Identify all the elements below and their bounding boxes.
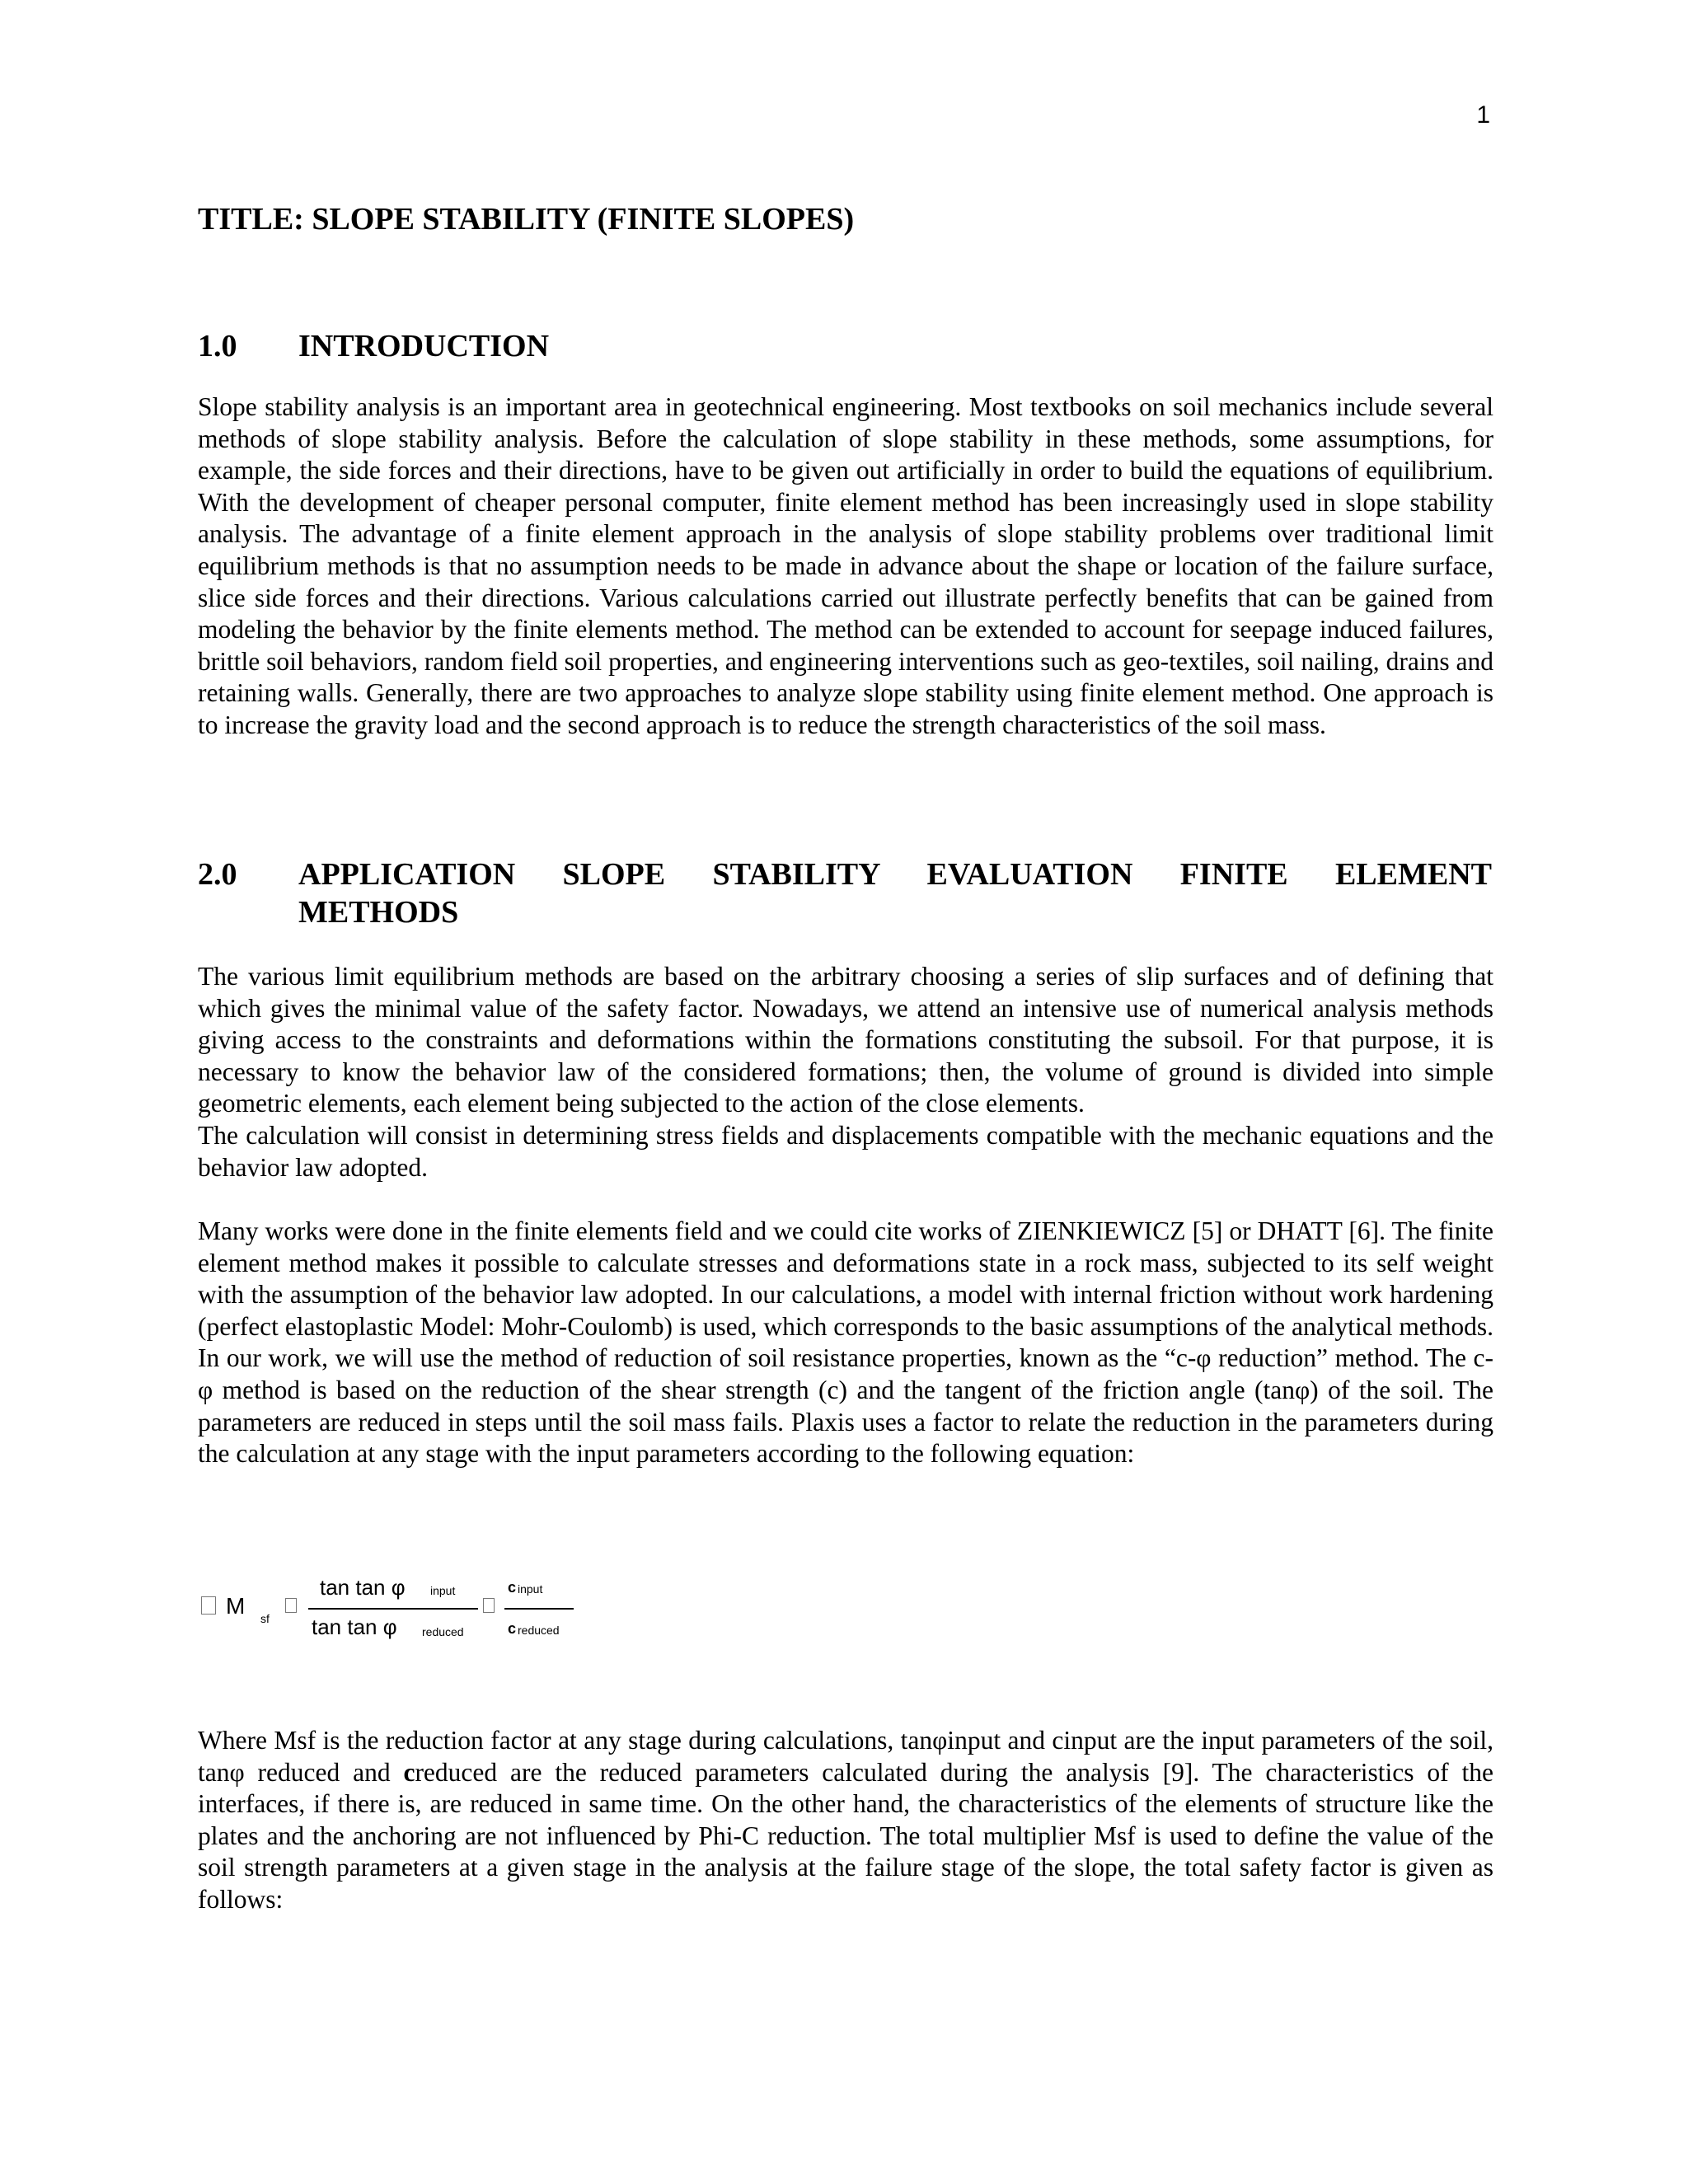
section-2-title bbox=[298, 855, 1492, 931]
equation-lhs-subscript: sf bbox=[260, 1612, 270, 1625]
equation-numerator-2-subscript: input bbox=[518, 1582, 543, 1596]
section-1-number: 1.0 bbox=[198, 329, 237, 363]
missing-glyph-box bbox=[201, 1596, 216, 1615]
section-2-paragraph-1: The various limit equilibrium methods are based on the arbitrary choosing a series of slip surfaces and of defining that which gives the minimal value of the safety factor. Nowadays, we attend an intensive use of numerical analysis methods giving access to the constraints and deformations within the formations constituting the subsoil. For that purpose, it is necessary to know the behavior law of the considered formations; then, the volume of ground is divided into simple geometric elements, each element being subjected to the action of the close elements. bbox=[198, 962, 1493, 1118]
equation-denominator-2-subscript: reduced bbox=[518, 1624, 560, 1637]
paragraph-4-bold-c: c bbox=[403, 1757, 415, 1787]
paragraph-4-text-end: reduced are the reduced parameters calculated during the analysis [9]. The characteristics of the interfaces, if there is, are reduced in same time. On the other hand, the characteristics of the elements of structure like the plates and the anchoring are not influenced by Phi-C reduction. The total multiplier Msf is used to define the value of the soil strength parameters at a given stage in the analysis at the failure stage of the slope, the total safety factor is given as follows: bbox=[198, 1757, 1493, 1914]
missing-glyph-box bbox=[483, 1598, 495, 1613]
section-1-paragraph: Slope stability analysis is an important area in geotechnical engineering. Most textbooks on soil mechanics include several methods of slope stability analysis. Before the calculation of slope stability in these methods, some assumptions, for example, the side forces and their directions, have to be given out artificially in order to build the equations of equilibrium. With the development of cheaper personal computer, finite element method has been increasingly used in slope stability analysis. The advantage of a finite element approach in the analysis of slope stability problems over traditional limit equilibrium methods is that no assumption needs to be made in advance about the shape or location of the failure surface, slice side forces and their directions. Various calculations carried out illustrate perfectly benefits that can be gained from modeling the behavior by the finite elements method. The method can be extended to account for seepage induced failures, brittle soil behaviors, random field soil properties, and engineering interventions such as geo-textiles, soil nailing, drains and retaining walls. Generally, there are two approaches to analyze slope stability using finite element method. One approach is to increase the gravity load and the second approach is to reduce the strength characteristics of the soil mass. bbox=[198, 392, 1493, 739]
section-1-title: INTRODUCTION bbox=[298, 329, 550, 363]
section-2-title-line-2: METHODS bbox=[298, 895, 459, 930]
equation-denominator-2: c bbox=[508, 1620, 517, 1637]
section-2-paragraph-4 bbox=[198, 1725, 1493, 1916]
section-2-title-line-1: APPLICATION SLOPE STABILITY EVALUATION FINITE ELEMENT bbox=[298, 857, 1492, 892]
section-1-heading bbox=[198, 327, 1492, 365]
equation-numerator-1-subscript: input bbox=[430, 1584, 456, 1597]
safety-factor-equation bbox=[198, 1570, 585, 1652]
fraction-bar-1 bbox=[308, 1608, 478, 1610]
page-number: 1 bbox=[1476, 101, 1490, 129]
paragraph-4-text-start: Where Msf is the reduction factor at any stage during calculations, tanφinput and cinput are the input parameters of the soil, tanφ reduced and bbox=[198, 1726, 1493, 1787]
section-2-paragraph-3: Many works were done in the finite elements field and we could cite works of ZIENKIEWICZ [5] or DHATT [6]. The finite element method makes it possible to calculate stresses and deformations state in a rock mass, subjected to its self weight with the assumption of the behavior law adopted. In our calculations, a model with internal friction without work hardening (perfect elastoplastic Model: Mohr-Coulomb) is used, which corresponds to the basic assumptions of the analytical methods. In our work, we will use the method of reduction of soil resistance properties, known as the “c-φ reduction” method. The c-φ method is based on the reduction of the shear strength (c) and the tangent of the friction angle (tanφ) of the soil. The parameters are reduced in steps until the soil mass fails. Plaxis uses a factor to relate the reduction in the parameters during the calculation at any stage with the input parameters according to the following equation: bbox=[198, 1216, 1493, 1469]
section-2-paragraph-2: The calculation will consist in determining stress fields and displacements compatible with the mechanic equations and the behavior law adopted. bbox=[198, 1121, 1493, 1182]
document-title: TITLE: SLOPE STABILITY (FINITE SLOPES) bbox=[198, 202, 855, 237]
section-2-heading bbox=[198, 855, 1492, 931]
missing-glyph-box bbox=[285, 1598, 297, 1613]
equation-denominator-1-subscript: reduced bbox=[422, 1625, 464, 1638]
section-2-number: 2.0 bbox=[198, 857, 237, 892]
fraction-bar-2 bbox=[504, 1608, 574, 1610]
equation-numerator-1: tan tan φ bbox=[320, 1575, 406, 1600]
equation-numerator-2: c bbox=[508, 1579, 517, 1596]
equation-denominator-1: tan tan φ bbox=[312, 1615, 397, 1639]
equation-lhs: M bbox=[226, 1593, 246, 1619]
